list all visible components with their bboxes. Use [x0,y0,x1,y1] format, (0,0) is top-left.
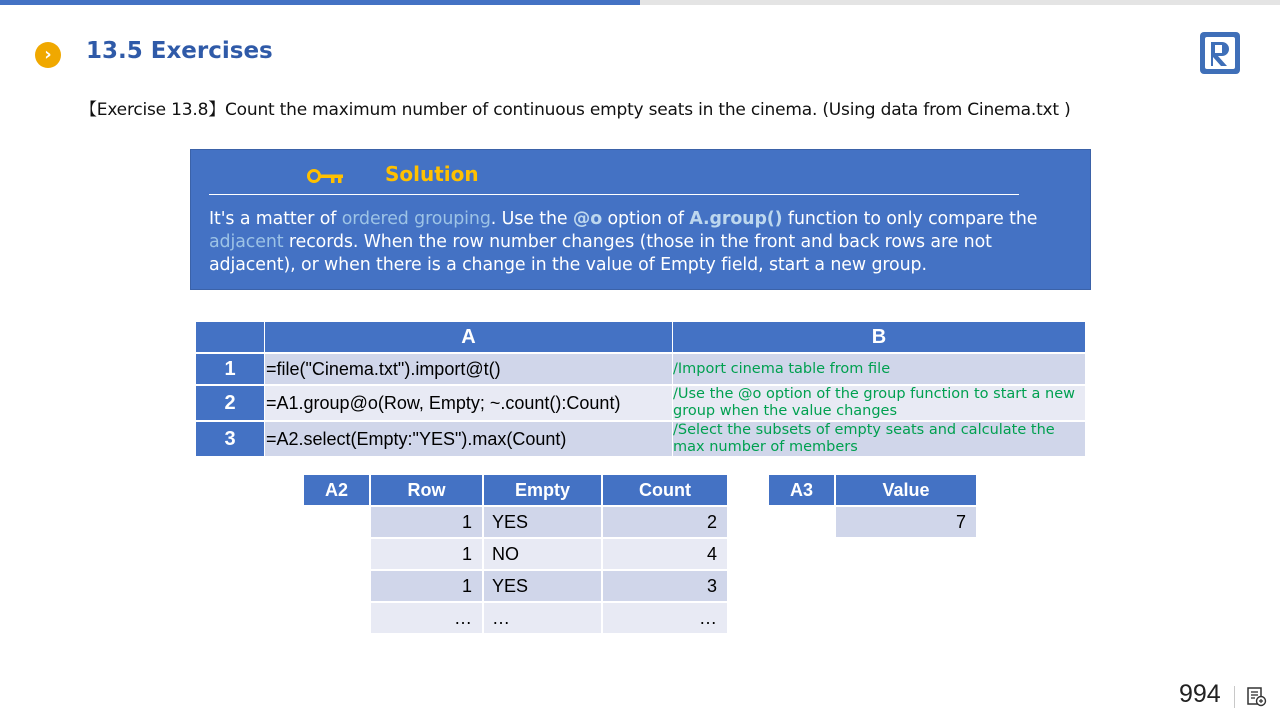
code-cell[interactable]: =file("Cinema.txt").import@t() [265,354,673,386]
table-row [304,603,727,635]
column-header-empty: Empty [484,475,603,507]
blank-cell [304,571,371,603]
cell-empty: YES [484,507,603,539]
cell-row: … [371,603,484,635]
solution-text: It's a matter of ordered grouping. Use the @o option of A.group() function to only compare the adjacent records. When the row number changes (those in the front and back rows are not adjacent), or when there is a change in the value of Empty field, start a new group. [209,209,1038,275]
result-label: A3 [769,475,836,507]
cell-empty: … [484,603,603,635]
cell-count: … [603,603,727,635]
blank-cell [304,507,371,539]
code-row [196,386,1085,422]
cell-count: 4 [603,539,727,571]
cell-row: 1 [371,507,484,539]
blank-cell [304,539,371,571]
comment-cell[interactable]: /Import cinema table from file [673,354,1085,386]
cell-count: 2 [603,507,727,539]
column-header-a: A [265,322,673,354]
column-header-b: B [673,322,1085,354]
row-number: 3 [196,422,265,458]
notes-icon[interactable] [1246,686,1268,708]
table-row [304,507,727,539]
progress-bar-track [640,0,1280,5]
row-number: 1 [196,354,265,386]
result-header-row [769,475,976,507]
code-header-row [196,322,1085,354]
column-header-row: Row [371,475,484,507]
cell-empty: NO [484,539,603,571]
comment-cell[interactable]: /Use the @o option of the group function to start a new group when the value changes [673,386,1085,422]
comment-cell[interactable]: /Select the subsets of empty seats and calculate the max number of members [673,422,1085,458]
cell-count: 3 [603,571,727,603]
column-header-value: Value [836,475,976,507]
blank-cell [304,603,371,635]
progress-bar-filled [0,0,640,5]
column-header-count: Count [603,475,727,507]
table-row [304,539,727,571]
solution-title: Solution [385,162,479,186]
code-row [196,422,1085,458]
page-title: 13.5 Exercises [86,38,273,64]
divider [209,194,1019,195]
exercise-text: 【Exercise 13.8】Count the maximum number of continuous empty seats in the cinema. (Using data from Cinema.txt ) [80,100,1071,120]
cell-row: 1 [371,539,484,571]
result-header-row [304,475,727,507]
cell-empty: YES [484,571,603,603]
key-icon [307,166,345,186]
cell-value: 7 [836,507,976,539]
code-cell[interactable]: =A2.select(Empty:"YES").max(Count) [265,422,673,458]
page-number: 994 [1179,680,1221,708]
code-cell[interactable]: =A1.group@o(Row, Empty; ~.count():Count) [265,386,673,422]
chevron-right-icon: › [35,42,61,68]
divider [1234,686,1235,708]
code-row [196,354,1085,386]
row-number: 2 [196,386,265,422]
blank-cell [769,507,836,539]
a2-result-table [304,475,727,635]
r-logo-icon [1200,32,1240,74]
table-row [304,571,727,603]
solution-box [190,149,1091,290]
corner-cell [196,322,265,354]
table-row [769,507,976,539]
a3-result-table [769,475,976,539]
result-label: A2 [304,475,371,507]
code-table [196,322,1085,458]
cell-row: 1 [371,571,484,603]
